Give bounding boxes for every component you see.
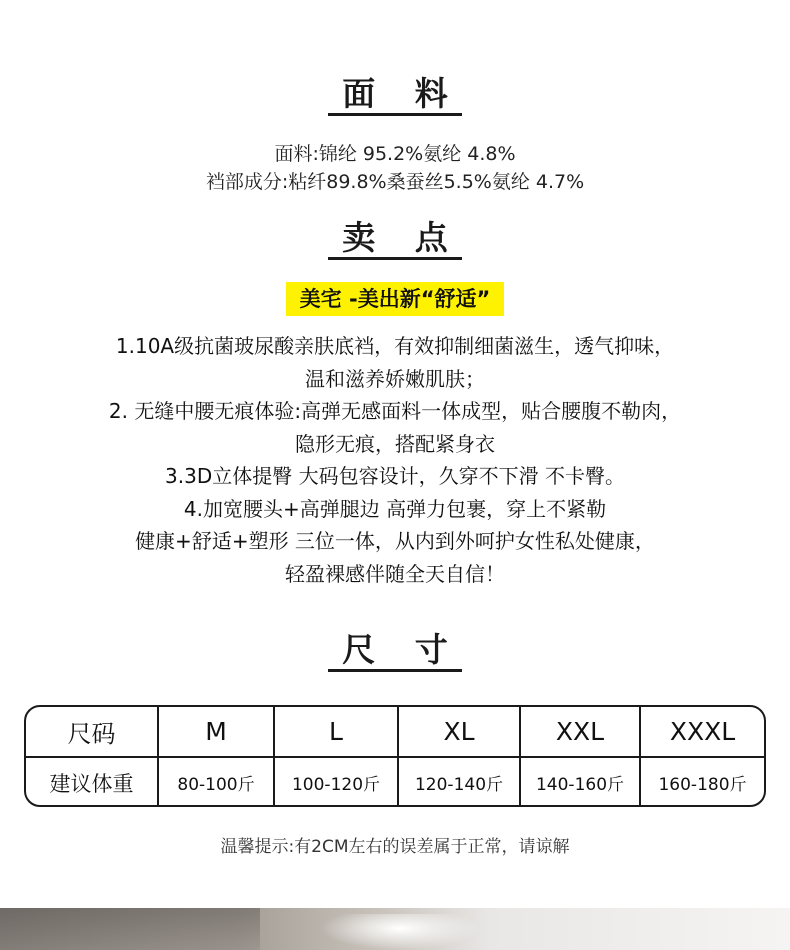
size-header-label: 尺码	[67, 720, 116, 748]
size-section-title: 尺 寸	[0, 630, 790, 672]
size-xxl: XXL	[519, 707, 639, 756]
weight-l: 100-120斤	[273, 758, 397, 807]
selling-point-line: 隐形无痕，搭配紧身衣	[295, 431, 495, 456]
weight-row	[26, 756, 764, 807]
selling-point-line: 3.3D立体提臀 大码包容设计，久穿不下滑 不卡臀。	[165, 464, 625, 488]
weight-label: 建议体重	[49, 771, 134, 796]
slogan-badge-wrap	[0, 282, 790, 316]
fabric-composition	[0, 140, 790, 196]
crotch-fabric-line: 裆部成分:粘纤89.8%桑蚕丝5.5%氨纶 4.7%	[205, 171, 585, 193]
weight-m: 80-100斤	[157, 758, 273, 807]
selling-point-line: 4.加宽腰头+高弹腿边 高弹力包裹，穿上不紧勒	[183, 496, 607, 521]
photo-highlight	[320, 914, 480, 950]
size-m: M	[157, 707, 273, 756]
photo-shadow	[0, 908, 260, 950]
fabric-section-title: 面 料	[0, 74, 790, 116]
slogan-badge: 美宅 -美出新“舒适”	[286, 282, 505, 316]
weight-xxl: 140-160斤	[519, 758, 639, 807]
selling-point-line: 温和滋养娇嫩肌肤；	[305, 366, 485, 391]
size-xxxl: XXXL	[639, 707, 764, 756]
selling-point-line: 1.10A级抗菌玻尿酸亲肤底裆，有效抑制细菌滋生，透气抑味，	[115, 334, 675, 358]
weight-xl: 120-140斤	[397, 758, 519, 807]
selling-points-title: 卖 点	[0, 218, 790, 260]
size-tip: 温馨提示:有2CM左右的误差属于正常，请谅解	[220, 837, 570, 857]
size-header-row	[26, 707, 764, 756]
weight-xxxl: 160-180斤	[639, 758, 764, 807]
selling-point-line: 健康+舒适+塑形 三位一体，从内到外呵护女性私处健康，	[135, 529, 655, 553]
size-table	[24, 705, 766, 807]
selling-points-list	[0, 330, 790, 590]
size-l: L	[273, 707, 397, 756]
selling-point-line: 2. 无缝中腰无痕体验:高弹无感面料一体成型，贴合腰腹不勒肉，	[108, 399, 682, 423]
fabric-line: 面料:锦纶 95.2%氨纶 4.8%	[274, 143, 516, 165]
product-photo-strip	[0, 908, 790, 950]
size-xl: XL	[397, 707, 519, 756]
selling-point-line: 轻盈裸感伴随全天自信！	[285, 561, 505, 586]
